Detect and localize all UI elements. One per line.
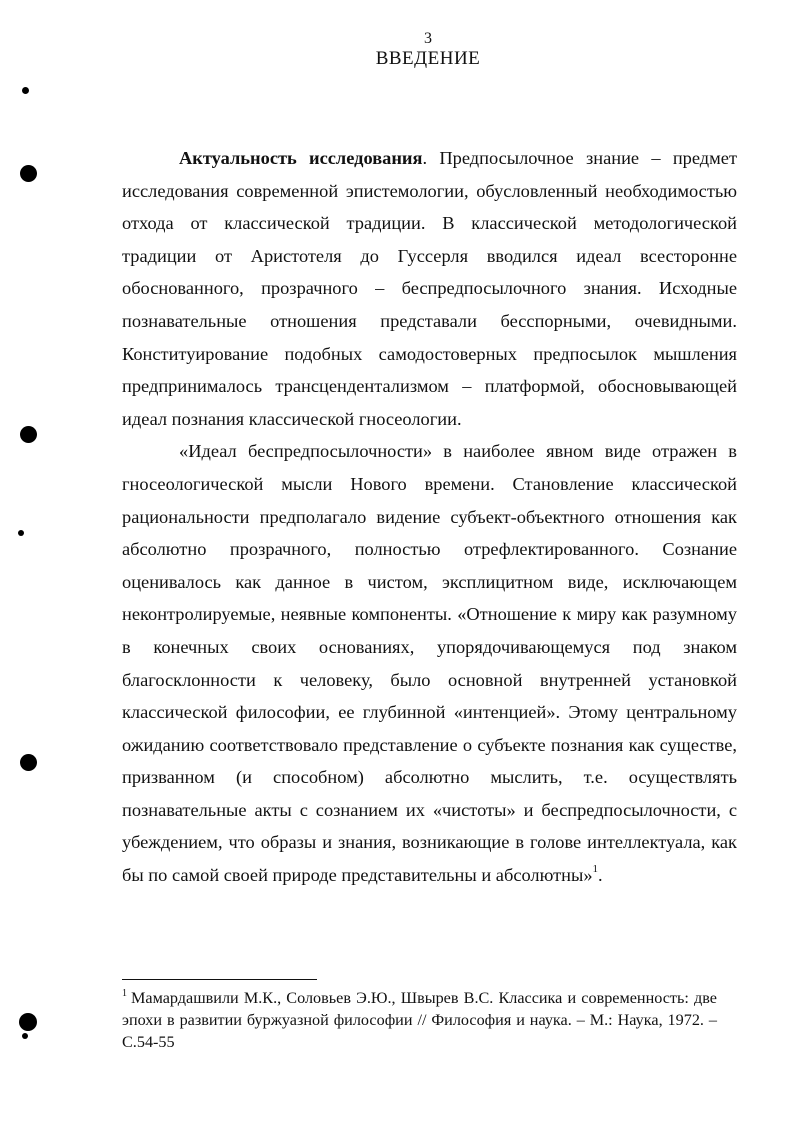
paragraph-lead: Актуальность исследования [179, 148, 423, 168]
scan-speck [18, 530, 24, 536]
paragraph-relevance [122, 142, 737, 435]
page-title: ВВЕДЕНИЕ [375, 48, 481, 69]
punch-hole [20, 426, 37, 443]
punch-hole [20, 165, 37, 182]
footnote-divider [122, 979, 317, 980]
paragraph-text: «Идеал беспредпосылочности» в наиболее явном виде отражен в гносеологической мысли Нового времени. Становление классической рациональности предполагало видение субъект-объектного отношения как абсолютно прозрачного, полностью отрефлектированного. Сознание оценивалось как данное в чистом, эксплицитном виде, исключающем неконтролируемые, неявные компоненты. «Отношение к миру как разумному в конечных своих основаниях, упорядочивающемуся под знаком благосклонности к человеку, было основной внутренней установкой классической философии, ее глубинной «интенцией». Этому центральному ожиданию соответствовало представление о субъекте познания как существе, призванном (и способном) абсолютно мыслить, т.е. осуществлять познавательные акты с сознанием их «чистоты» и беспредпосылочности, с убеждением, что образы и знания, возникающие в голове интеллектуала, как бы по самой своей природе представительны и абсолютны» [122, 441, 737, 886]
punch-hole [19, 1013, 37, 1031]
paragraph-end: . [598, 865, 603, 886]
punch-hole [20, 754, 37, 771]
footnote-marker: 1 [122, 987, 127, 999]
body-text [122, 142, 737, 892]
page-number: 3 [424, 30, 432, 47]
footnote-reference: 1 [592, 862, 599, 875]
footnote [122, 987, 717, 1053]
paragraph-text: . Предпосылочное знание – предмет исследования современной эпистемологии, обусловленный необходимостью отхода от классической традиции. В классической методологической традиции от Аристотеля до Гуссерля вводился идеал всесторонне обоснованного, прозрачного – беспредпосылочного знания. Исходные познавательные отношения представали бесспорными, очевидными. Конституирование подобных самодостоверных предпосылок мышления предпринималось трансцендентализмом – платформой, обосновывающей идеал познания классической гносеологии. [122, 148, 737, 429]
scan-speck [22, 87, 29, 94]
paragraph-ideal [122, 435, 737, 891]
scan-speck [22, 1033, 28, 1039]
footnote-text: Мамардашвили М.К., Соловьев Э.Ю., Швырев В.С. Классика и современность: две эпохи в развитии буржуазной философии // Философия и наука. – М.: Наука, 1972. – С.54-55 [122, 989, 717, 1051]
